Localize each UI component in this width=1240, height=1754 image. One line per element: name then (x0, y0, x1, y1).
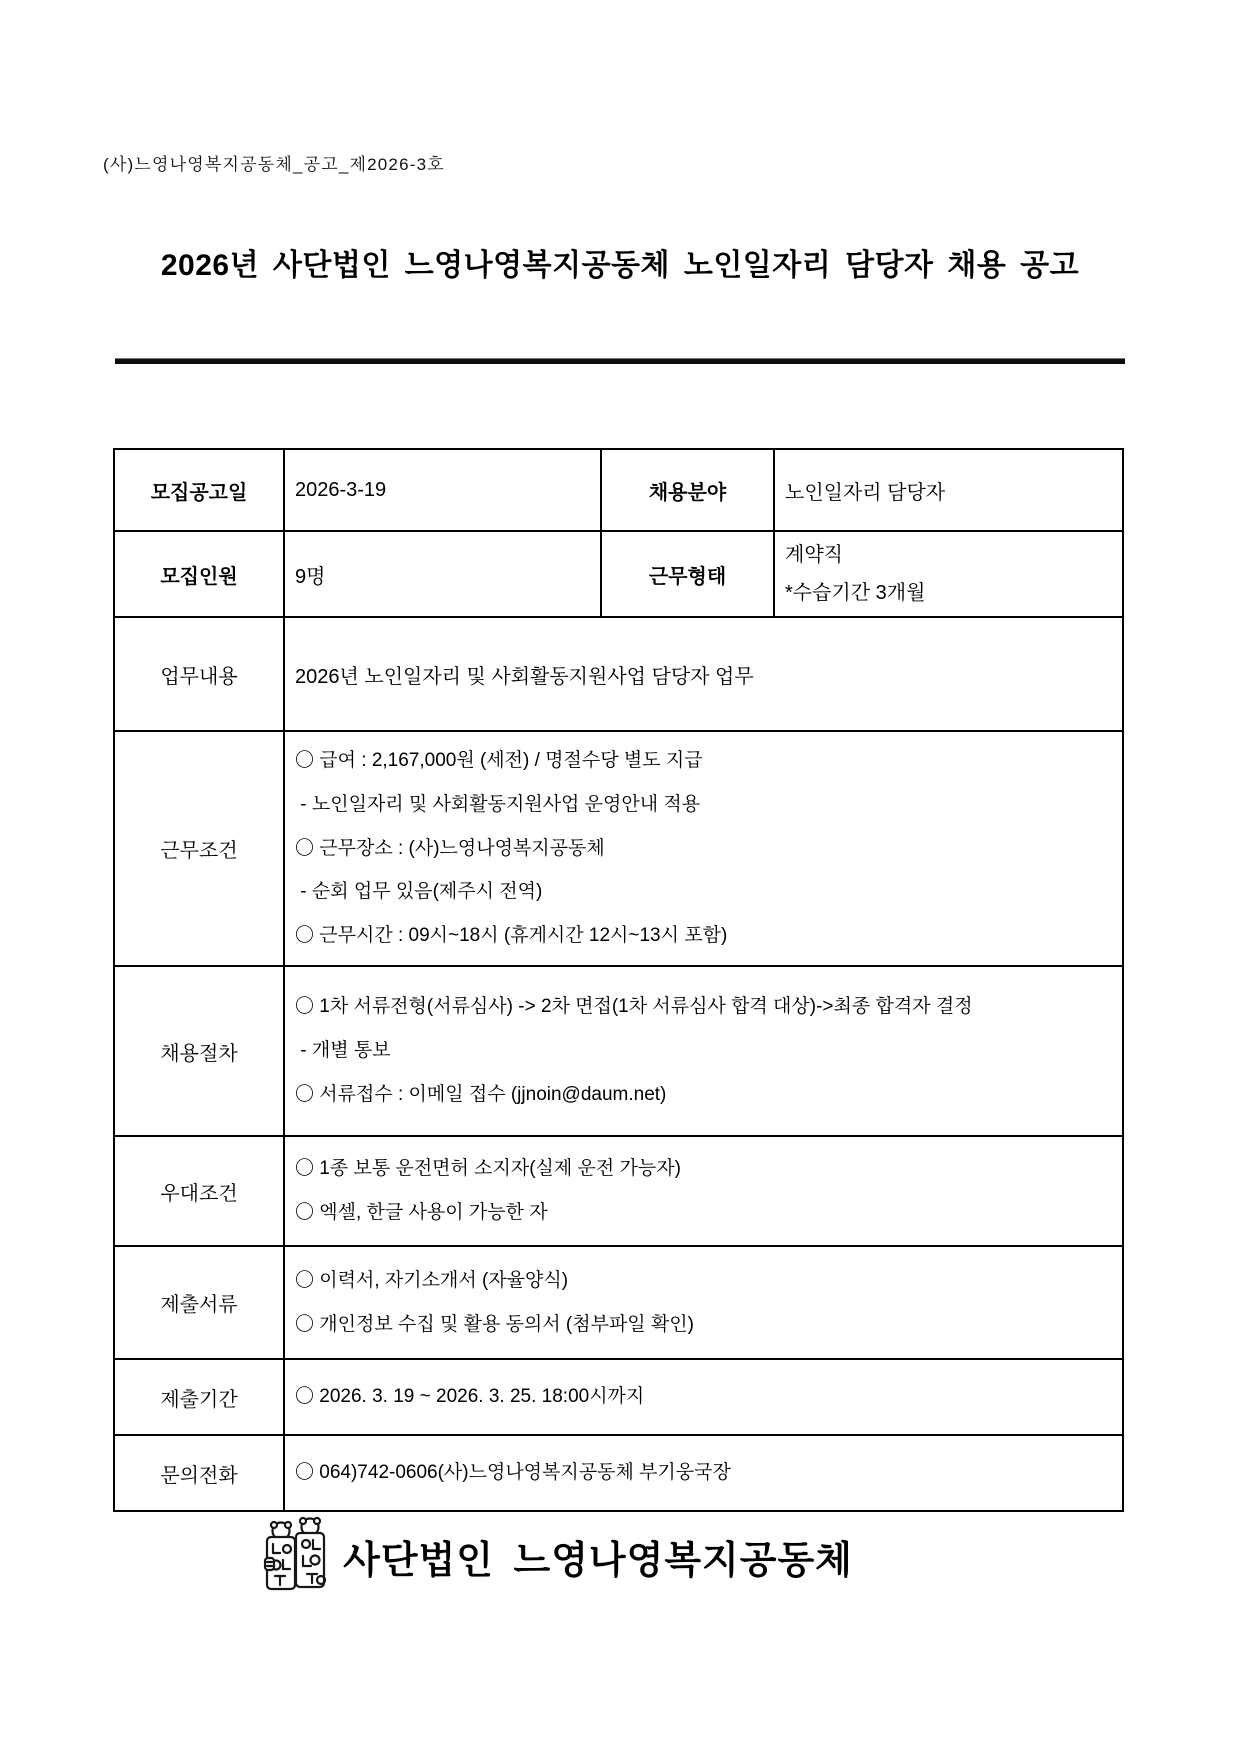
text-line: 〇 1종 보통 운전면허 소지자(실제 운전 가능자) (295, 1158, 681, 1180)
text-line: 계약직 (785, 544, 843, 566)
text-line: 〇 개인정보 수집 및 활용 동의서 (첨부파일 확인) (295, 1313, 694, 1335)
text-line: 〇 064)742-0606(사)느영나영복지공동체 부기웅국장 (295, 1461, 731, 1483)
text-line: 〇 2026. 3. 19 ~ 2026. 3. 25. 18:00시까지 (295, 1385, 645, 1407)
work-type-value (774, 531, 1123, 617)
job-desc-value: 2026년 노인일자리 및 사회활동지원사업 담당자 업무 (284, 617, 1123, 731)
hiring-process-value (284, 966, 1123, 1136)
headcount-value: 9명 (284, 531, 601, 617)
work-conditions-value (284, 731, 1123, 966)
documents-value (284, 1246, 1123, 1359)
table-row (114, 1435, 1123, 1511)
table-row (114, 966, 1123, 1136)
work-conditions-label: 근무조건 (114, 731, 284, 966)
text-line: *수습기간 3개월 (785, 582, 926, 604)
text-line: 〇 근무장소 : (사)느영나영복지공동체 (295, 837, 605, 859)
table-row (114, 449, 1123, 531)
period-label: 제출기간 (114, 1359, 284, 1435)
text-line: 〇 서류접수 : 이메일 접수 (jjnoin@daum.net) (295, 1083, 667, 1105)
preferred-value (284, 1136, 1123, 1246)
text-line: 〇 급여 : 2,167,000원 (세전) / 명절수당 별도 지급 (295, 750, 703, 772)
table-row (114, 617, 1123, 731)
org-signature (0, 1516, 1178, 1597)
period-value (284, 1359, 1123, 1435)
doc-ref-number: (사)느영나영복지공동체_공고_제2026-3호 (103, 155, 445, 174)
text-line: - 노인일자리 및 사회활동지원사업 운영안내 적용 (295, 793, 701, 815)
doc-title: 2026년 사단법인 느영나영복지공동체 노인일자리 담당자 채용 공고 (160, 249, 1080, 282)
announce-date-label: 모집공고일 (114, 449, 284, 531)
org-name: 사단법인 느영나영복지공동체 (343, 1540, 853, 1582)
contact-label: 문의전화 (114, 1435, 284, 1511)
table-row (114, 731, 1123, 966)
recruit-field-value: 노인일자리 담당자 (774, 449, 1123, 531)
recruit-field-label: 채용분야 (601, 449, 774, 531)
contact-value (284, 1435, 1123, 1511)
documents-label: 제출서류 (114, 1246, 284, 1359)
text-line: 〇 이력서, 자기소개서 (자율양식) (295, 1269, 569, 1291)
hiring-process-label: 채용절차 (114, 966, 284, 1136)
recruitment-table (113, 448, 1124, 1512)
headcount-label: 모집인원 (114, 531, 284, 617)
text-line: 〇 1차 서류전형(서류심사) -> 2차 면접(1차 서류심사 합격 대상)->최종 합격자 결정 (295, 996, 973, 1018)
text-line: 〇 근무시간 : 09시~18시 (휴게시간 12시~13시 포함) (295, 925, 728, 947)
preferred-label: 우대조건 (114, 1136, 284, 1246)
text-line: 〇 엑셀, 한글 사용이 가능한 자 (295, 1202, 548, 1223)
work-type-label: 근무형태 (601, 531, 774, 617)
job-desc-label: 업무내용 (114, 617, 284, 731)
table-row (114, 1359, 1123, 1435)
title-divider (115, 358, 1125, 364)
org-logo-icon (263, 1516, 329, 1597)
announce-date-value: 2026-3-19 (284, 449, 601, 531)
text-line: - 개별 통보 (295, 1040, 391, 1062)
table-row (114, 1136, 1123, 1246)
text-line: - 순회 업무 있음(제주시 전역) (295, 881, 543, 903)
table-row (114, 1246, 1123, 1359)
table-row (114, 531, 1123, 617)
